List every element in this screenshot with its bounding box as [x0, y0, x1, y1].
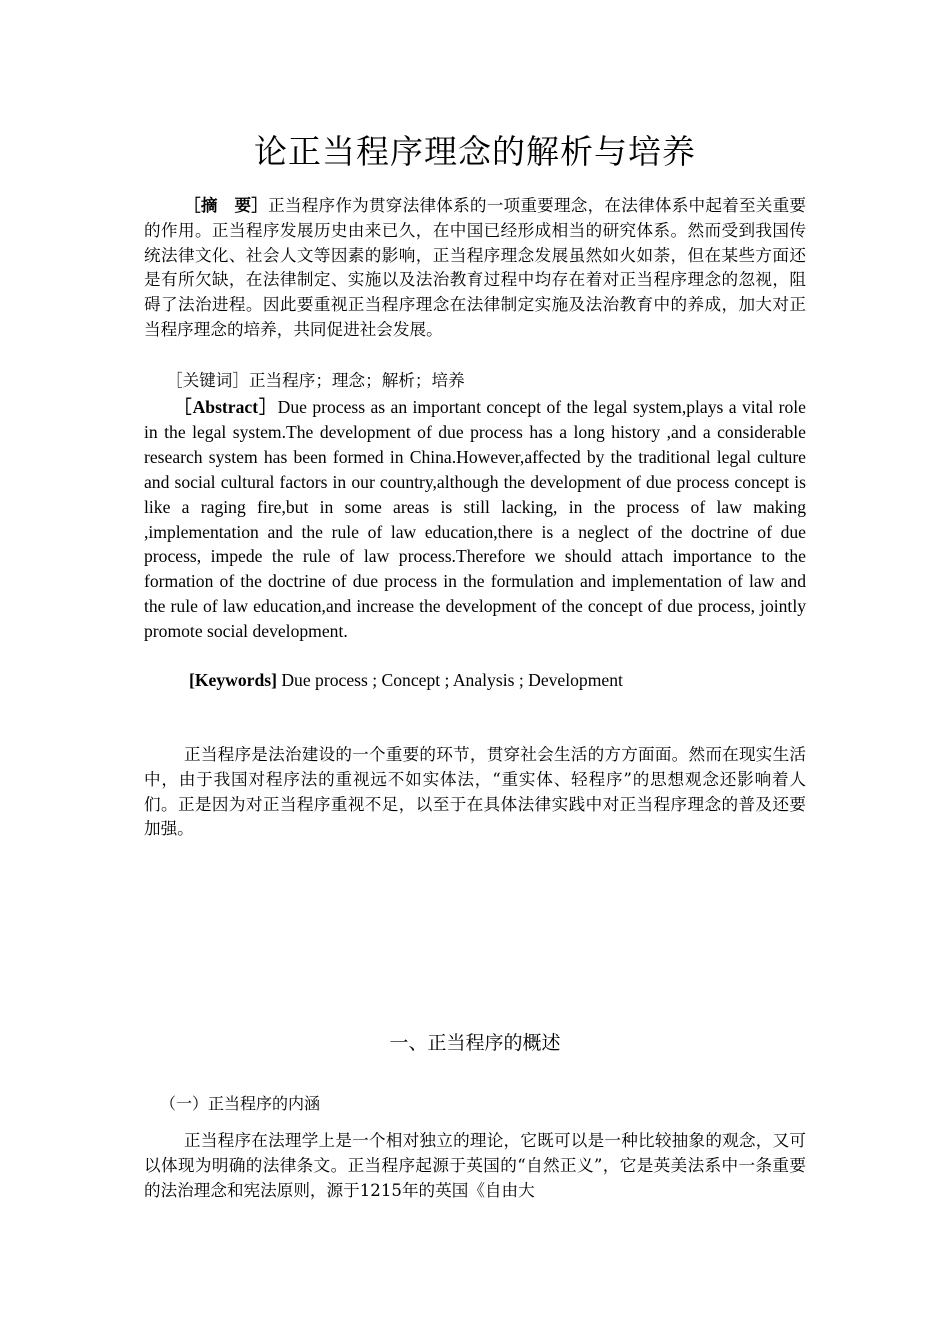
- abstract-english: [144, 395, 806, 644]
- keywords-cn-label: ［关键词］: [166, 371, 249, 390]
- keywords-en-label: [Keywords]: [189, 670, 277, 690]
- abstract-cn-label: ［摘 要］: [184, 196, 269, 215]
- section-heading: 一、正当程序的概述: [389, 1032, 561, 1054]
- abstract-chinese: [144, 194, 806, 343]
- body-paragraph: 正当程序在法理学上是一个相对独立的理论，它既可以是一种比较抽象的观念，又可以体现为明确的法律条文。正当程序起源于英国的“自然正义”，它是英美法系中一条重要的法治理念和宪法原则，源于1215年的英国《自由大: [144, 1131, 806, 1200]
- keywords-en-text: Due process ; Concept ; Analysis ; Development: [276, 670, 623, 690]
- subsection-heading: （一）正当程序的内涵: [160, 1094, 321, 1113]
- keywords-cn-text: 正当程序；理念；解析；培养: [248, 371, 465, 390]
- keywords-english: [144, 668, 806, 693]
- abstract-cn-text: 正当程序作为贯穿法律体系的一项重要理念，在法律体系中起着至关重要的作用。正当程序发展历史由来已久，在中国已经形成相当的研究体系。然而受到我国传统法律文化、社会人文等因素的影响，正当程序理念发展虽然如火如荼，但在某些方面还是有所欠缺，在法律制定、实施以及法治教育过程中均存在着对正当程序理念的忽视，阻碍了法治进程。因此要重视正当程序理念在法律制定实施及法治教育中的养成，加大对正当程序理念的培养，共同促进社会发展。: [144, 196, 807, 339]
- abstract-en-label: ［Abstract］: [174, 397, 278, 417]
- keywords-chinese: [144, 369, 806, 394]
- paper-title: 论正当程序理念的解析与培养: [254, 132, 696, 171]
- abstract-en-text: Due process as an important concept of the legal system,plays a vital role in the legal system.The development of due process has a long history ,and a considerable research system has been formed in China.However,affected by the traditional legal culture and social cultural factors in our country,although the development of due process concept is like a raging fire,but in some areas is still lacking, in the process of law making ,implementation and the rule of law education,there is a neglect of the doctrine of due process, impede the rule of law process.Therefore we should attach importance to the formation of the doctrine of due process in the formulation and implementation of law and the rule of law education,and increase the development of the concept of due process, jointly promote social development.: [144, 397, 806, 642]
- introduction-paragraph: 正当程序是法治建设的一个重要的环节，贯穿社会生活的方方面面。然而在现实生活中，由于我国对程序法的重视远不如实体法，“重实体、轻程序”的思想观念还影响着人们。正是因为对正当程序重视不足，以至于在具体法律实践中对正当程序理念的普及还要加强。: [144, 745, 806, 839]
